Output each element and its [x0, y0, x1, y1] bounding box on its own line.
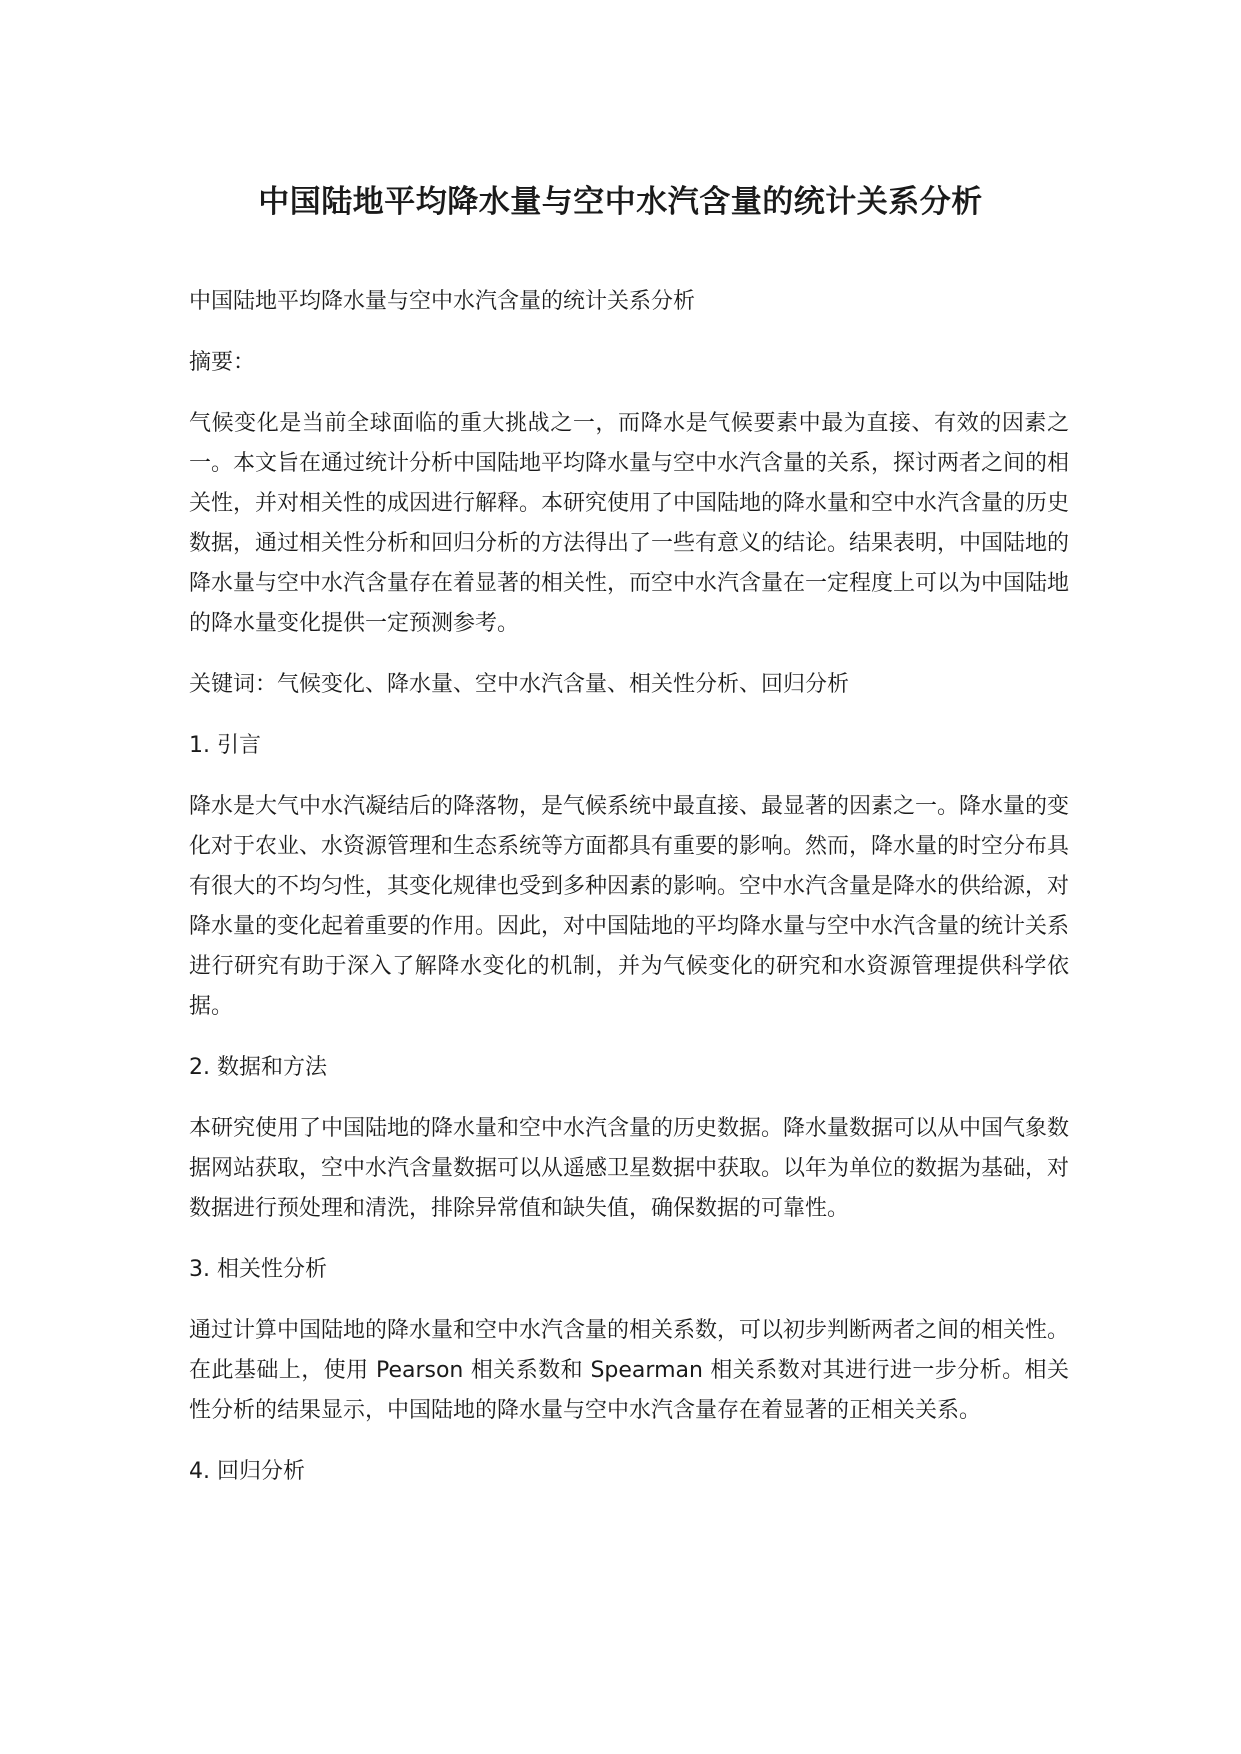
- section-paragraph-data-methods: 本研究使用了中国陆地的降水量和空中水汽含量的历史数据。降水量数据可以从中国气象数据网站获取，空中水汽含量数据可以从遥感卫星数据中获取。以年为单位的数据为基础，对数据进行预处理和清洗，排除异常值和缺失值，确保数据的可靠性。: [189, 1116, 1070, 1221]
- document-title: 中国陆地平均降水量与空中水汽含量的统计关系分析: [258, 184, 983, 220]
- section-paragraph-correlation: 通过计算中国陆地的降水量和空中水汽含量的相关系数，可以初步判断两者之间的相关性。在此基础上，使用 Pearson 相关系数和 Spearman 相关系数对其进行进一步分析。相关性分析的结果显示，中国陆地的降水量与空中水汽含量存在着显著的正相关关系。: [189, 1318, 1070, 1423]
- document-body: [189, 282, 1069, 1513]
- section-heading-data-methods: 2. 数据和方法: [189, 1055, 327, 1080]
- document-subtitle: 中国陆地平均降水量与空中水汽含量的统计关系分析: [189, 289, 696, 314]
- section-heading-regression: 4. 回归分析: [189, 1459, 305, 1484]
- abstract-heading: 摘要：: [189, 350, 256, 375]
- abstract-paragraph: 气候变化是当前全球面临的重大挑战之一，而降水是气候要素中最为直接、有效的因素之一。本文旨在通过统计分析中国陆地平均降水量与空中水汽含量的关系，探讨两者之间的相关性，并对相关性的成因进行解释。本研究使用了中国陆地的降水量和空中水汽含量的历史数据，通过相关性分析和回归分析的方法得出了一些有意义的结论。结果表明，中国陆地的降水量与空中水汽含量存在着显著的相关性，而空中水汽含量在一定程度上可以为中国陆地的降水量变化提供一定预测参考。: [189, 411, 1070, 636]
- section-paragraph-introduction: 降水是大气中水汽凝结后的降落物，是气候系统中最直接、最显著的因素之一。降水量的变化对于农业、水资源管理和生态系统等方面都具有重要的影响。然而，降水量的时空分布具有很大的不均匀性，其变化规律也受到多种因素的影响。空中水汽含量是降水的供给源，对降水量的变化起着重要的作用。因此，对中国陆地的平均降水量与空中水汽含量的统计关系进行研究有助于深入了解降水变化的机制，并为气候变化的研究和水资源管理提供科学依据。: [189, 794, 1070, 1019]
- section-heading-correlation: 3. 相关性分析: [189, 1257, 327, 1282]
- section-heading-introduction: 1. 引言: [189, 733, 261, 758]
- keywords-line: 关键词：气候变化、降水量、空中水汽含量、相关性分析、回归分析: [189, 672, 850, 697]
